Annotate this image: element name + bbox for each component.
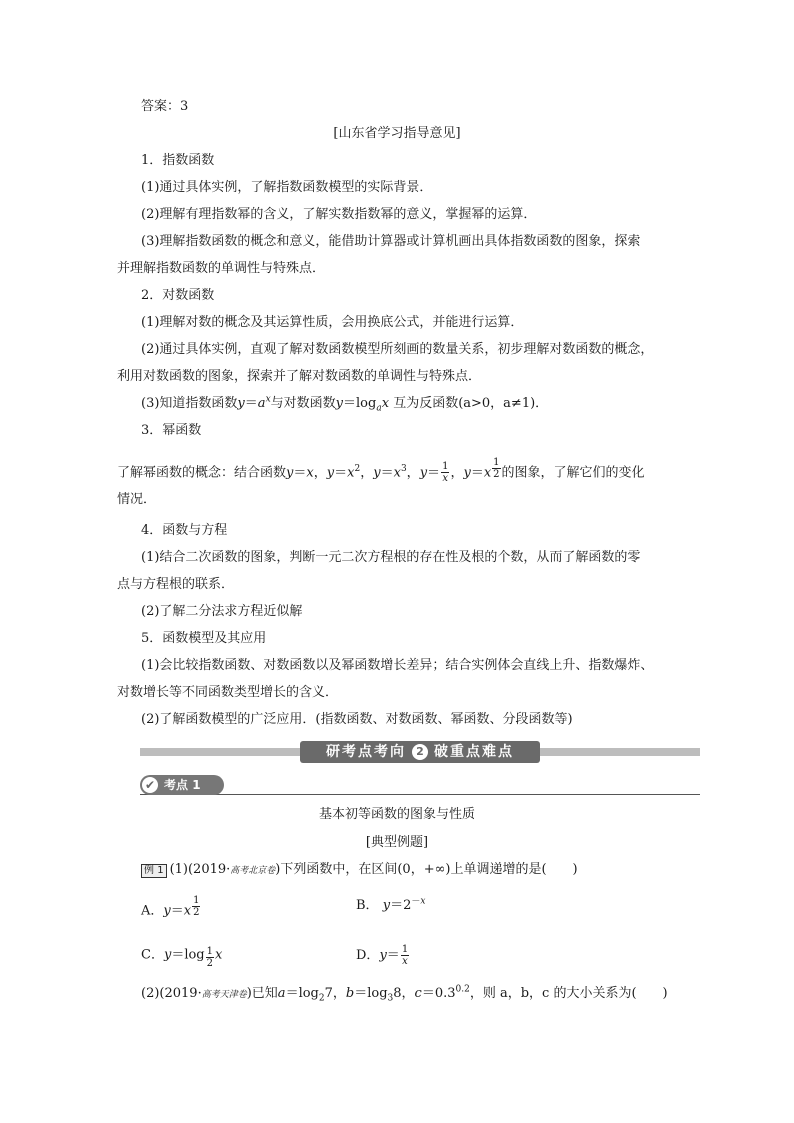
section-3-item: 了解幂函数的概念：结合函数y＝x，$y=x^2$，$y=x^3$，y＝ $\frac{1}{x}$ ，y＝x $^{\frac{1}{2}}$ 的图象，了解它们的变化: [117, 457, 645, 485]
section-1-title: 1．指数函数: [141, 153, 215, 168]
section-2-item-3: (3)知道指数函数$y=a^x$与对数函数$y=\log_ax$ 互为反函数(a>0，a≠1)．: [141, 394, 549, 414]
kaodian-rule: [140, 794, 700, 795]
section-3-title: 3．幂函数: [141, 423, 202, 438]
section-5-item-2: (2)了解函数模型的广泛应用．(指数函数、对数函数、幂函数、分段函数等): [141, 712, 573, 727]
example-1-question-1: 例 1 (1)(2019·高考北京卷)下列函数中，在区间(0，+∞)上单调递增的是( ): [141, 861, 578, 880]
section-4-item-2: (2)了解二分法求方程近似解: [141, 604, 303, 619]
section-4-title: 4．函数与方程: [141, 523, 228, 538]
section-1-item-3b: 并理解指数函数的单调性与特殊点．: [117, 261, 326, 276]
section-1-item-3a: (3)理解指数函数的概念和意义，能借助计算器或计算机画出具体指数函数的图象，探索: [141, 234, 641, 249]
guide-title: [山东省学习指导意见]: [333, 126, 461, 141]
kaodian-label: 考点: [164, 778, 189, 792]
section-2-item-2a: (2)通过具体实例，直观了解对数函数模型所刻画的数量关系，初步理解对数函数的概念，: [141, 342, 654, 357]
banner-pill: [300, 741, 540, 763]
section-1-item-1: (1)通过具体实例，了解指数函数模型的实际背景．: [141, 180, 433, 195]
option-d: D．y＝ $\frac{1}{x}$: [356, 944, 409, 967]
example-badge: 例 1: [141, 864, 167, 878]
option-a: A．y＝x $^{\frac{1}{2}}$: [141, 895, 200, 919]
section-5-item-1b: 对数增长等不同函数类型增长的含义．: [117, 685, 339, 700]
section-2-item-1: (1)理解对数的概念及其运算性质，会用换底公式，并能进行运算．: [141, 315, 524, 330]
section-1-item-2: (2)理解有理指数幂的含义，了解实数指数幂的意义，掌握幂的运算．: [141, 207, 537, 222]
typical-examples-label: [典型例题]: [365, 835, 429, 850]
section-2-title: 2．对数函数: [141, 288, 215, 303]
section-5-item-1a: (1)会比较指数函数、对数函数以及幂函数增长差异；结合实例体会直线上升、指数爆炸、: [141, 658, 654, 673]
section-3-cont: 情况．: [117, 492, 157, 507]
section-banner: [140, 741, 700, 763]
kaodian-number: 1: [192, 778, 201, 792]
answer-line: 答案：3: [141, 99, 189, 114]
section-4-item-1a: (1)结合二次函数的图象，判断一元二次方程根的存在性及根的个数，从而了解函数的零: [141, 550, 641, 565]
banner-right-text: 破重点难点: [434, 744, 514, 760]
example-1-question-2: (2)(2019·高考天津卷)已知$a=\log_27$，$b=\log_38$，$c=0.3^{0.2}$，则 a，b，c 的大小关系为( ): [141, 984, 668, 1004]
banner-number-badge: 2: [412, 744, 428, 760]
section-2-item-2b: 利用对数函数的图象，探索并了解对数函数的单调性与特殊点．: [117, 369, 482, 384]
kaodian-header: [140, 775, 700, 797]
banner-left-text: 研考点考向: [326, 744, 406, 760]
section-5-title: 5．函数模型及其应用: [141, 631, 267, 646]
topic-title: 基本初等函数的图象与性质: [318, 807, 475, 822]
section-4-item-1b: 点与方程根的联系．: [117, 577, 235, 592]
option-b: B． $y=2^{-x}$: [356, 896, 426, 913]
option-c: C．y＝log $_{\frac{1}{2}}$ x: [141, 946, 223, 969]
kaodian-tag: [140, 775, 224, 795]
check-icon: ✔: [142, 777, 158, 793]
